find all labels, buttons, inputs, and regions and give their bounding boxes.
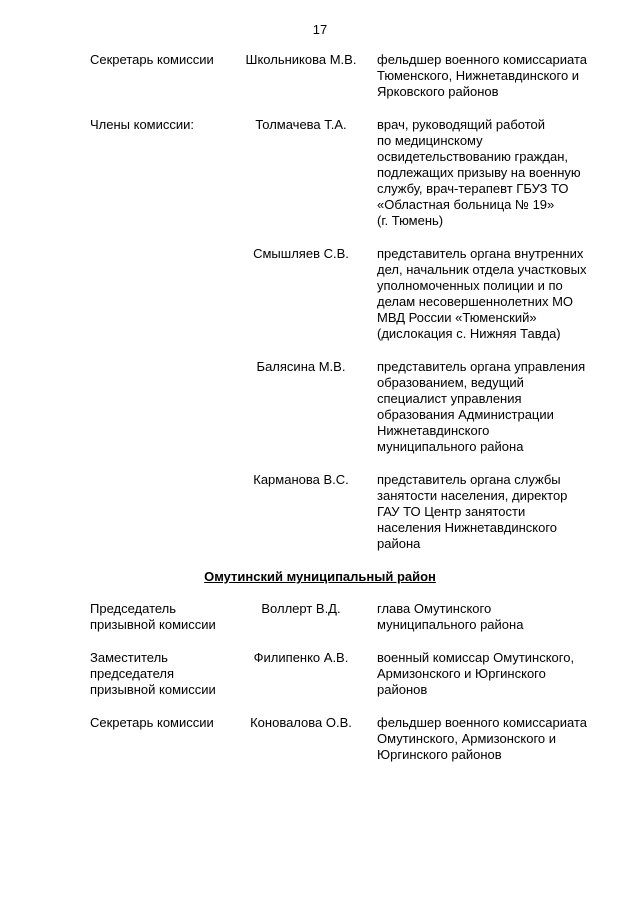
- member-name: Карманова В.С.: [253, 472, 349, 487]
- member-name: Воллерт В.Д.: [261, 601, 341, 616]
- role-label: Заместитель председателя призывной комиссии: [90, 650, 216, 697]
- member-description: представитель органа внутренних дел, начальник отдела участковых уполномоченных полиции и по делам несовершеннолетних МО МВД России «Тюменский» (дислокация с. Нижняя Тавда): [377, 246, 587, 341]
- member-description: фельдшер военного комиссариата Тюменского, Нижнетавдинского и Ярковского районов: [377, 52, 588, 99]
- member-description: врач, руководящий работой по медицинскому освидетельствованию граждан, подлежащих призыву на военную службу, врач-терапевт ГБУЗ ТО «Областная больница № 19» (г. Тюмень): [377, 117, 581, 228]
- member-name: Школьникова М.В.: [245, 52, 357, 67]
- member-description: фельдшер военного комиссариата Омутинского, Армизонского и Юргинского районов: [377, 715, 588, 762]
- member-description: военный комиссар Омутинского, Армизонского и Юргинского районов: [377, 650, 575, 697]
- role-label: Секретарь комиссии: [90, 52, 214, 67]
- member-name: Коновалова О.В.: [250, 715, 352, 730]
- member-description: глава Омутинского муниципального района: [377, 601, 524, 632]
- role-label: Члены комиссии:: [90, 117, 195, 132]
- member-name: Смышляев С.В.: [253, 246, 349, 261]
- role-label: Председатель призывной комиссии: [90, 601, 216, 632]
- member-description: представитель органа службы занятости населения, директор ГАУ ТО Центр занятости населения Нижнетавдинского района: [377, 472, 568, 551]
- section-heading: Омутинский муниципальный район: [204, 569, 436, 584]
- member-name: Филипенко А.В.: [253, 650, 349, 665]
- member-name: Балясина М.В.: [256, 359, 346, 374]
- role-label: Секретарь комиссии: [90, 715, 214, 730]
- member-description: представитель органа управления образованием, ведущий специалист управления образования Администрации Нижнетавдинского муниципального района: [377, 359, 586, 454]
- member-name: Толмачева Т.А.: [255, 117, 347, 132]
- page-number: 17: [312, 22, 328, 37]
